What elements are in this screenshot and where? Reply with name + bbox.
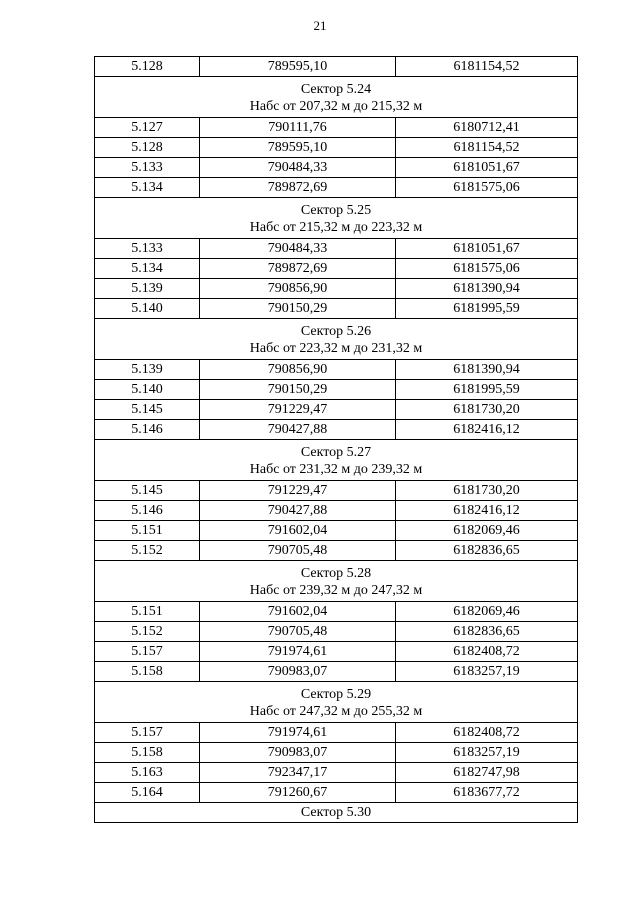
table-row	[95, 481, 578, 501]
sector-header	[95, 77, 578, 118]
table-row	[95, 521, 578, 541]
x-coordinate-cell: 791229,47	[200, 481, 396, 501]
y-coordinate-cell: 6182836,65	[396, 622, 578, 642]
table-row	[95, 138, 578, 158]
point-id-cell: 5.140	[95, 299, 200, 319]
y-coordinate-cell: 6183257,19	[396, 743, 578, 763]
point-id-cell: 5.157	[95, 723, 200, 743]
y-coordinate-cell: 6182416,12	[396, 501, 578, 521]
x-coordinate-cell: 789595,10	[200, 57, 396, 77]
y-coordinate-cell: 6181730,20	[396, 481, 578, 501]
point-id-cell: 5.151	[95, 602, 200, 622]
table-row	[95, 57, 578, 77]
point-id-cell: 5.145	[95, 400, 200, 420]
x-coordinate-cell: 791229,47	[200, 400, 396, 420]
x-coordinate-cell: 790484,33	[200, 239, 396, 259]
x-coordinate-cell: 791602,04	[200, 521, 396, 541]
x-coordinate-cell: 790983,07	[200, 662, 396, 682]
y-coordinate-cell: 6183257,19	[396, 662, 578, 682]
sector-header-row	[95, 198, 578, 239]
point-id-cell: 5.139	[95, 360, 200, 380]
y-coordinate-cell: 6181730,20	[396, 400, 578, 420]
x-coordinate-cell: 790856,90	[200, 360, 396, 380]
x-coordinate-cell: 790150,29	[200, 380, 396, 400]
x-coordinate-cell: 790705,48	[200, 541, 396, 561]
x-coordinate-cell: 789595,10	[200, 138, 396, 158]
sector-header-row	[95, 319, 578, 360]
y-coordinate-cell: 6182069,46	[396, 602, 578, 622]
y-coordinate-cell: 6181995,59	[396, 299, 578, 319]
point-id-cell: 5.128	[95, 57, 200, 77]
table-row	[95, 279, 578, 299]
point-id-cell: 5.151	[95, 521, 200, 541]
y-coordinate-cell: 6182408,72	[396, 642, 578, 662]
sector-header-row	[95, 803, 578, 823]
sector-title: Сектор 5.28	[300, 565, 372, 581]
table-row	[95, 662, 578, 682]
y-coordinate-cell: 6181154,52	[396, 57, 578, 77]
sector-header	[95, 198, 578, 239]
table-row	[95, 602, 578, 622]
sector-range: Набс от 207,32 м до 215,32 м	[249, 98, 423, 114]
table-row	[95, 743, 578, 763]
x-coordinate-cell: 791260,67	[200, 783, 396, 803]
table-row	[95, 501, 578, 521]
point-id-cell: 5.134	[95, 178, 200, 198]
x-coordinate-cell: 790150,29	[200, 299, 396, 319]
sector-title: Сектор 5.26	[300, 323, 372, 339]
sector-header-row	[95, 682, 578, 723]
point-id-cell: 5.133	[95, 239, 200, 259]
table-row	[95, 158, 578, 178]
x-coordinate-cell: 790983,07	[200, 743, 396, 763]
point-id-cell: 5.163	[95, 763, 200, 783]
sector-header	[95, 319, 578, 360]
y-coordinate-cell: 6180712,41	[396, 118, 578, 138]
x-coordinate-cell: 790111,76	[200, 118, 396, 138]
table-row	[95, 259, 578, 279]
table-row	[95, 622, 578, 642]
x-coordinate-cell: 790427,88	[200, 420, 396, 440]
y-coordinate-cell: 6181575,06	[396, 178, 578, 198]
y-coordinate-cell: 6181575,06	[396, 259, 578, 279]
table-row	[95, 642, 578, 662]
y-coordinate-cell: 6181051,67	[396, 239, 578, 259]
point-id-cell: 5.134	[95, 259, 200, 279]
page-number: 21	[313, 18, 327, 33]
point-id-cell: 5.140	[95, 380, 200, 400]
x-coordinate-cell: 790484,33	[200, 158, 396, 178]
sector-title: Сектор 5.29	[300, 686, 372, 702]
sector-title: Сектор 5.24	[300, 81, 372, 97]
table-row	[95, 541, 578, 561]
sector-range: Набс от 215,32 м до 223,32 м	[249, 219, 423, 235]
point-id-cell: 5.128	[95, 138, 200, 158]
table-row	[95, 239, 578, 259]
point-id-cell: 5.152	[95, 541, 200, 561]
sector-title: Сектор 5.30	[95, 803, 578, 823]
y-coordinate-cell: 6181995,59	[396, 380, 578, 400]
y-coordinate-cell: 6182069,46	[396, 521, 578, 541]
sector-range: Набс от 247,32 м до 255,32 м	[249, 703, 423, 719]
sector-range: Набс от 239,32 м до 247,32 м	[249, 582, 423, 598]
point-id-cell: 5.133	[95, 158, 200, 178]
table-row	[95, 723, 578, 743]
y-coordinate-cell: 6183677,72	[396, 783, 578, 803]
point-id-cell: 5.127	[95, 118, 200, 138]
sector-header	[95, 682, 578, 723]
y-coordinate-cell: 6181051,67	[396, 158, 578, 178]
y-coordinate-cell: 6182416,12	[396, 420, 578, 440]
y-coordinate-cell: 6181390,94	[396, 360, 578, 380]
y-coordinate-cell: 6181390,94	[396, 279, 578, 299]
x-coordinate-cell: 791602,04	[200, 602, 396, 622]
x-coordinate-cell: 789872,69	[200, 259, 396, 279]
y-coordinate-cell: 6182836,65	[396, 541, 578, 561]
sector-range: Набс от 231,32 м до 239,32 м	[249, 461, 423, 477]
table-row	[95, 178, 578, 198]
table-row	[95, 400, 578, 420]
sector-header-row	[95, 440, 578, 481]
point-id-cell: 5.164	[95, 783, 200, 803]
point-id-cell: 5.145	[95, 481, 200, 501]
table-row	[95, 763, 578, 783]
table-row	[95, 299, 578, 319]
y-coordinate-cell: 6182747,98	[396, 763, 578, 783]
sector-header	[95, 440, 578, 481]
point-id-cell: 5.146	[95, 501, 200, 521]
y-coordinate-cell: 6182408,72	[396, 723, 578, 743]
x-coordinate-cell: 790856,90	[200, 279, 396, 299]
coordinates-table-body	[95, 57, 578, 823]
coordinates-table	[94, 56, 578, 823]
sector-header	[95, 561, 578, 602]
point-id-cell: 5.146	[95, 420, 200, 440]
table-row	[95, 360, 578, 380]
x-coordinate-cell: 790427,88	[200, 501, 396, 521]
x-coordinate-cell: 792347,17	[200, 763, 396, 783]
sector-header-row	[95, 561, 578, 602]
sector-header-row	[95, 77, 578, 118]
point-id-cell: 5.139	[95, 279, 200, 299]
x-coordinate-cell: 789872,69	[200, 178, 396, 198]
table-row	[95, 783, 578, 803]
x-coordinate-cell: 791974,61	[200, 723, 396, 743]
point-id-cell: 5.157	[95, 642, 200, 662]
x-coordinate-cell: 790705,48	[200, 622, 396, 642]
sector-title: Сектор 5.27	[300, 444, 372, 460]
sector-title: Сектор 5.25	[300, 202, 372, 218]
sector-range: Набс от 223,32 м до 231,32 м	[249, 340, 423, 356]
table-row	[95, 118, 578, 138]
y-coordinate-cell: 6181154,52	[396, 138, 578, 158]
point-id-cell: 5.152	[95, 622, 200, 642]
point-id-cell: 5.158	[95, 662, 200, 682]
table-row	[95, 380, 578, 400]
x-coordinate-cell: 791974,61	[200, 642, 396, 662]
table-row	[95, 420, 578, 440]
point-id-cell: 5.158	[95, 743, 200, 763]
